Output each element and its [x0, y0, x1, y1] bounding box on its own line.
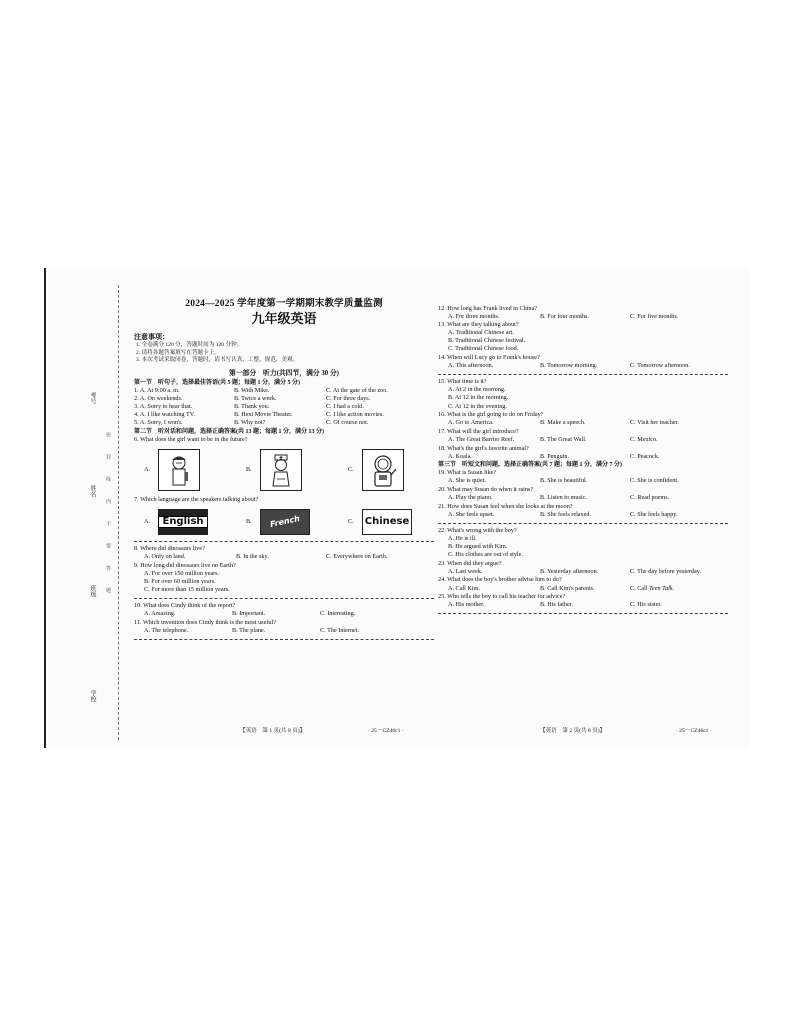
question-row	[134, 411, 434, 419]
option: C. She is confident.	[630, 477, 679, 485]
question-21: 21. How does Susan feel when she looks at the moon?	[438, 502, 573, 510]
options-row	[438, 585, 728, 593]
astronaut-picture-icon	[362, 449, 404, 491]
option-italic-title: Teen Talk	[649, 584, 673, 592]
option: C. She feels happy.	[630, 510, 678, 518]
left-page-number: 【英语 第 1 页(共 8 页)】	[240, 728, 306, 734]
binding-exam-number: 考号	[89, 392, 95, 404]
question-25: 25. Who tells the boy to call his teacher for advice?	[438, 593, 566, 601]
question-row	[134, 403, 434, 411]
notice-item: 2. 请将各题答案填写在答题卡上。	[136, 349, 220, 356]
option: A. Only on land.	[144, 553, 186, 561]
divider	[134, 598, 434, 599]
options-row	[438, 477, 728, 485]
option: B. In the sky.	[236, 553, 269, 561]
option: C. Visit her teacher.	[630, 419, 679, 427]
question-row	[134, 387, 434, 395]
question-22: 22. What's wrong with the boy?	[438, 526, 517, 534]
question-row	[134, 419, 434, 427]
option: B. For four months.	[540, 312, 589, 320]
question-19: 19. What is Susan like?	[438, 469, 497, 477]
question-row	[134, 395, 434, 403]
divider	[438, 523, 728, 524]
option: A. He is ill.	[448, 534, 477, 542]
q6-picture-options	[134, 447, 434, 493]
options-row	[438, 362, 728, 370]
exam-title: 2024—2025 学年度第一学期期末教学质量监测	[185, 299, 383, 309]
option: A. She feels upset.	[448, 510, 495, 518]
notice-item: 1. 全卷满分 120 分，答题时间为 120 分钟。	[136, 342, 243, 349]
option-label: A.	[144, 518, 151, 526]
question-7: 7. Which language are the speakers talking about?	[134, 496, 259, 504]
option: C. Call Teen Talk.	[630, 584, 675, 592]
option: C. For five months.	[630, 312, 679, 320]
option: A. Play the piano.	[448, 494, 493, 502]
options-row	[134, 610, 434, 618]
option: A. Last week.	[448, 567, 483, 575]
options-row	[438, 568, 728, 576]
option: 1. A. At 9:00 a. m.	[134, 387, 180, 395]
question-11: 11. Which invention does Cindy think is the most useful?	[134, 619, 276, 627]
q7-picture-options	[134, 507, 434, 537]
option: C. At the gate of the zoo.	[326, 387, 388, 395]
divider	[134, 541, 434, 542]
option: B. Tomorrow morning.	[540, 362, 598, 370]
option: A. The Great Barrier Reef.	[448, 435, 515, 443]
option: C. Mexico.	[630, 435, 658, 443]
option: B. Hexi Movie Theater.	[234, 411, 293, 419]
options-row	[438, 494, 728, 502]
option: A. Traditional Chinese art.	[448, 329, 514, 337]
option-label: B.	[246, 466, 252, 474]
option: B. She is beautiful.	[540, 477, 588, 485]
option: B. The plane.	[232, 627, 266, 635]
option: B. She feels relaxed.	[540, 510, 592, 518]
option: B. Twice a week.	[234, 395, 277, 403]
options-row	[134, 553, 434, 561]
option-label: B.	[246, 518, 252, 526]
option: C. Read poems.	[630, 494, 670, 502]
scientist-picture-icon	[158, 449, 200, 491]
option: 5. A. Sorry, I won't.	[134, 419, 183, 427]
option: A. Go to America.	[448, 419, 494, 427]
question-10: 10. What does Cindy think of the report?	[134, 602, 236, 610]
option: A. At 2 in the morning.	[448, 386, 506, 394]
option: A. The telephone.	[144, 627, 189, 635]
question-9: 9. How long did dinosaurs live on Earth?	[134, 562, 236, 569]
option: C. Peacock.	[630, 452, 660, 460]
option: B. Yesterday afternoon.	[540, 567, 599, 575]
option: B. Thank you.	[234, 403, 270, 411]
option: C. Everywhere on Earth.	[326, 553, 388, 561]
question-12: 12. How long has Frank lived in China?	[438, 304, 537, 312]
binding-name: 姓名	[89, 485, 95, 497]
options-row	[438, 453, 728, 461]
option: C. Tomorrow afternoon.	[630, 362, 690, 370]
option: A. For three months.	[448, 312, 500, 320]
part1-heading: 第一部分 听力(共四节，满分 30 分)	[229, 369, 339, 377]
question-23: 23. When did they argue?	[438, 559, 502, 567]
right-paper-code: · 25－CZ46c1 ·	[676, 728, 712, 734]
sheet-edge	[44, 268, 46, 748]
question-18: 18. What's the girl's favorite animal?	[438, 444, 529, 452]
left-paper-code: · 25－CZ46c1 ·	[368, 728, 404, 734]
option: 4. A. I like watching TV.	[134, 411, 195, 419]
option-label: C.	[348, 466, 354, 474]
option: A. This afternoon.	[448, 362, 494, 370]
option: B. With Mike.	[234, 387, 270, 395]
french-sign	[260, 509, 310, 535]
question-16: 16. What is the girl going to do on Friday?	[438, 411, 544, 419]
option: B. At 12 in the morning.	[448, 394, 509, 402]
option: B. Listen to music.	[540, 494, 587, 502]
section2-heading: 第二节 听对话和问题，选择正确答案(共 13 题；每题 1 分，满分 13 分)	[134, 428, 324, 435]
divider	[438, 374, 728, 375]
option: C. For three days.	[326, 395, 371, 403]
option: A. For over 150 million years.	[144, 570, 220, 578]
question-17: 17. What will the girl introduce?	[438, 427, 519, 435]
options-row	[438, 601, 728, 609]
divider	[134, 639, 434, 640]
option: A. Amazing.	[144, 610, 176, 618]
exam-subject: 九年级英语	[251, 311, 317, 326]
nurse-picture-icon	[260, 449, 302, 491]
english-sign-text: English	[158, 516, 207, 528]
binding-line	[118, 285, 120, 740]
option: B. Traditional Chinese festival.	[448, 337, 526, 345]
section3-heading: 第三节 听短文和问题，选择正确答案(共 7 题；每题 1 分，满分 7 分)	[438, 461, 622, 468]
chinese-sign	[362, 509, 412, 535]
option: B. He argued with Kim.	[448, 543, 508, 551]
option: 2. A. On weekends.	[134, 395, 183, 403]
options-row	[438, 419, 728, 427]
option: B. Call Kim's parents.	[540, 584, 595, 592]
option-label: C.	[348, 518, 354, 526]
section1-heading: 第一节 听句子，选择最佳答语(共 5 题；每题 1 分，满分 5 分)	[134, 379, 300, 386]
english-sign	[158, 509, 208, 535]
question-15: 15. What time is it?	[438, 378, 487, 386]
options-row	[438, 511, 728, 519]
notice-item: 3. 本次考试采取闭卷，答题时，请书写认真，工整，规范，美观。	[136, 357, 299, 364]
option-text: C. Call	[630, 584, 648, 592]
binding-seal-text: 密 封 线 内 不 要 答 题	[105, 432, 110, 601]
option: C. His clothes are out of style.	[448, 551, 523, 559]
question-13: 13. What are they talking about?	[438, 321, 519, 329]
french-sign-text: French	[269, 514, 301, 530]
option-label: A.	[144, 466, 151, 474]
option: B. For over 60 million years.	[144, 578, 216, 586]
question-24: 24. What does the boy's brother advise him to do?	[438, 576, 562, 584]
options-row	[438, 436, 728, 444]
option: B. The Great Wall.	[540, 435, 587, 443]
left-page	[134, 298, 434, 643]
option: B. Make a speech.	[540, 419, 586, 427]
option: C. For more than 15 million years.	[144, 586, 230, 594]
options-row	[134, 627, 434, 635]
chinese-sign-text: Chinese	[364, 516, 410, 528]
question-8: 8. Where did dinosaurs live?	[134, 545, 205, 553]
notice-heading: 注意事项：	[134, 333, 169, 341]
right-page	[438, 304, 728, 617]
option: C. I had a cold.	[326, 403, 364, 411]
question-6: 6. What does the girl want to be in the future?	[134, 436, 248, 444]
option: C. Interesting.	[320, 610, 356, 618]
option: A. Call Kim.	[448, 584, 480, 592]
question-20: 20. What may Susan do when it rains?	[438, 485, 534, 493]
option: A. She is quiet.	[448, 477, 486, 485]
right-page-number: 【英语 第 2 页(共 8 页)】	[540, 728, 606, 734]
option: C. I like action movies.	[326, 411, 384, 419]
option: C. The Internet.	[320, 627, 360, 635]
question-14: 14. When will Lucy go to Frank's house?	[438, 354, 540, 362]
binding-class: 班级	[89, 585, 95, 597]
binding-school: 学校	[89, 690, 95, 702]
option: A. His mother.	[448, 601, 485, 609]
options-row	[438, 313, 728, 321]
option: B. His father.	[540, 601, 573, 609]
option: 3. A. Sorry to hear that.	[134, 403, 193, 411]
option: B. Why not?	[234, 419, 266, 427]
option: C. Traditional Chinese food.	[448, 345, 519, 353]
divider	[438, 613, 728, 614]
option: C. Of course not.	[326, 419, 369, 427]
option: A. Koala.	[448, 452, 472, 460]
option: C. At 12 in the evening.	[448, 402, 507, 410]
option: C. The day before yesterday.	[630, 567, 701, 575]
option: B. Penguin.	[540, 452, 570, 460]
option: C. His sister.	[630, 601, 662, 609]
option: B. Important.	[232, 610, 266, 618]
